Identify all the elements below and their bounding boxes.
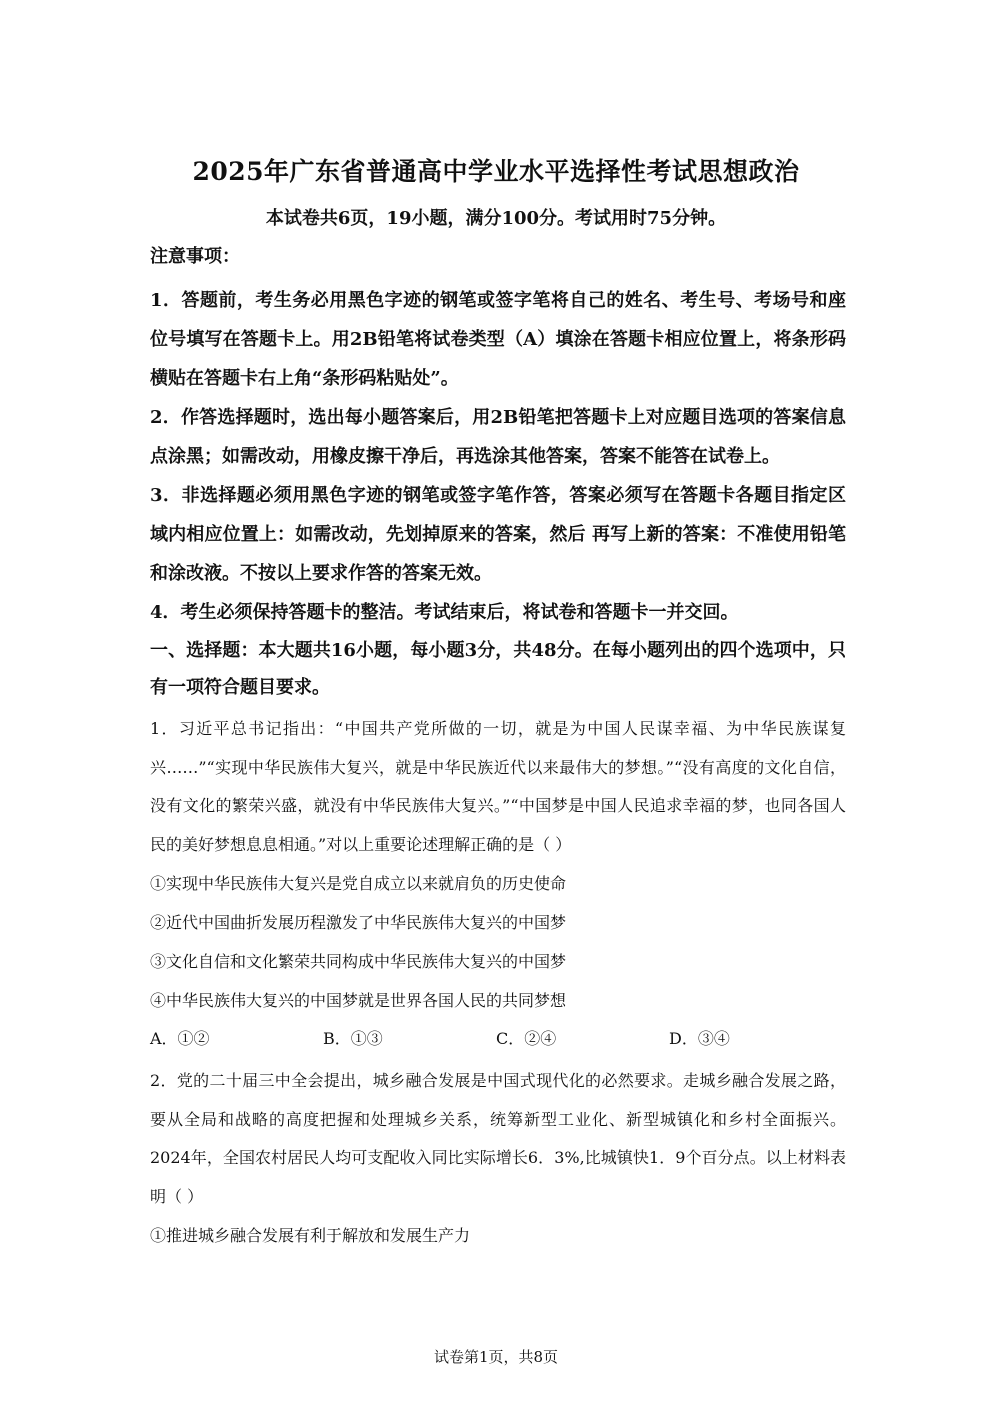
question-1-statement-1: ①实现中华民族伟大复兴是党自成立以来就肩负的历史使命 — [150, 874, 567, 893]
section-heading: 一、选择题：本大题共16小题，每小题3分，共48分。在每小题列出的四个选项中，只有一项符合题目要求。 — [150, 640, 846, 698]
question-2-statement-1: ①推进城乡融合发展有利于解放和发展生产力 — [150, 1226, 471, 1245]
choice-b: B．①③ — [323, 1029, 383, 1048]
notice-item-4: 4．考生必须保持答题卡的整洁。考试结束后，将试卷和答题卡一并交回。 — [150, 602, 739, 623]
exam-title: 2025年广东省普通高中学业水平选择性考试思想政治 — [192, 157, 800, 186]
choice-d: D．③④ — [669, 1029, 730, 1048]
choice-c: C．②④ — [496, 1029, 557, 1048]
exam-content — [150, 241, 846, 1255]
question-1-statement-4: ④中华民族伟大复兴的中国梦就是世界各国人民的共同梦想 — [150, 991, 567, 1010]
notice-item-2: 2．作答选择题时，选出每小题答案后，用2B铅笔把答题卡上对应题目选项的答案信息点涂黑；如需改动，用橡皮擦干净后，再选涂其他答案，答案不能答在试卷上。 — [150, 407, 846, 467]
question-1-statement-2: ②近代中国曲折发展历程激发了中华民族伟大复兴的中国梦 — [150, 913, 567, 932]
exam-subtitle: 本试卷共6页，19小题，满分100分。考试用时75分钟。 — [265, 208, 727, 229]
question-1-choices — [150, 1020, 846, 1058]
choice-a: A．①② — [150, 1029, 210, 1048]
notice-heading: 注意事项： — [150, 246, 240, 267]
question-1-stem: 1．习近平总书记指出：“中国共产党所做的一切，就是为中国人民谋幸福、为中华民族谋复兴……”“实现中华民族伟大复兴，就是中华民族近代以来最伟大的梦想。”“没有高度的文化自信，没有文化的繁荣兴盛，就没有中华民族伟大复兴。”“中国梦是中国人民追求幸福的梦，也同各国人民的美好梦想息息相通。”对以上重要论述理解正确的是（ ） — [150, 719, 846, 854]
question-1-statement-3: ③文化自信和文化繁荣共同构成中华民族伟大复兴的中国梦 — [150, 952, 567, 971]
notice-item-3: 3．非选择题必须用黑色字迹的钢笔或签字笔作答，答案必须写在答题卡各题目指定区域内相应位置上：如需改动，先划掉原来的答案，然后 再写上新的答案：不准使用铅笔和涂改液。不按以上要求作答的答案无效。 — [150, 485, 846, 584]
question-2-stem: 2．党的二十届三中全会提出，城乡融合发展是中国式现代化的必然要求。走城乡融合发展之路，要从全局和战略的高度把握和处理城乡关系，统筹新型工业化、新型城镇化和乡村全面振兴。2024年，全国农村居民人均可支配收入同比实际增长6．3%,比城镇快1．9个百分点。以上材料表明（ ） — [150, 1071, 846, 1206]
page-footer: 试卷第1页，共8页 — [433, 1348, 559, 1366]
notice-item-1: 1．答题前，考生务必用黑色字迹的钢笔或签字笔将自己的姓名、考生号、考场号和座位号填写在答题卡上。用2B铅笔将试卷类型（A）填涂在答题卡相应位置上，将条形码横贴在答题卡右上角“条形码粘贴处”。 — [150, 290, 846, 389]
